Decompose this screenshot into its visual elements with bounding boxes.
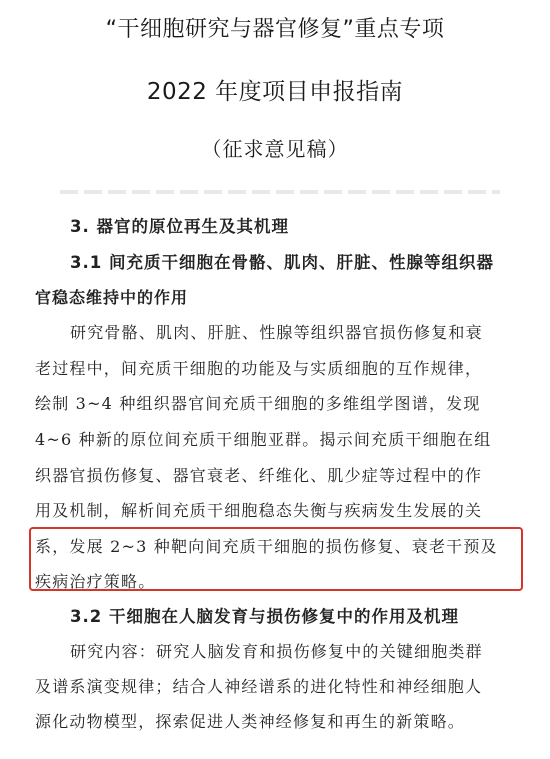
section-3-2-heading: 3.2 干细胞在人脑发育与损伤修复中的作用及机理 (70, 607, 459, 626)
document-title-line3: （征求意见稿） (201, 137, 349, 161)
section-3-1-body-line: 研究骨骼、肌肉、肝脏、性腺等组织器官损伤修复和衰 (70, 323, 483, 342)
section-3-1-body-line: 织器官损伤修复、器官衰老、纤维化、肌少症等过程中的作 (35, 466, 483, 485)
section-3-1-heading-line1: 3.1 间充质干细胞在骨骼、肌肉、肝脏、性腺等组织器 (70, 253, 494, 272)
section-3-2-body-line: 源化动物模型，探索促进人类神经修复和再生的新策略。 (35, 712, 466, 731)
section-3-1-body-line-highlighted: 疾病治疗策略。 (35, 572, 156, 591)
faded-text-line (60, 190, 500, 194)
section-3-1-body-line-highlighted: 系，发展 2~3 种靶向间充质干细胞的损伤修复、衰老干预及 (35, 537, 498, 556)
document-title-line2: 2022 年度项目申报指南 (146, 79, 404, 105)
section-3-1-body-line: 用及机制，解析间充质干细胞稳态失衡与疾病发生发展的关 (35, 501, 483, 520)
document-title-line1: “干细胞研究与器官修复”重点专项 (105, 17, 445, 42)
section-3-2-body-line: 及谱系演变规律；结合人神经谱系的进化特性和神经细胞人 (35, 677, 483, 696)
section-3-1-body-line: 老过程中，间充质干细胞的功能及与实质细胞的互作规律， (35, 359, 483, 378)
highlight-box (29, 527, 523, 591)
section-3-1-heading-line2: 官稳态维持中的作用 (35, 288, 189, 307)
section-3-heading: 3. 器官的原位再生及其机理 (70, 217, 289, 236)
section-3-2-body-line: 研究内容：研究人脑发育和损伤修复中的关键细胞类群 (70, 642, 483, 661)
section-3-1-body-line: 4~6 种新的原位间充质干细胞亚群。揭示间充质干细胞在组 (35, 430, 492, 449)
section-3-1-body-line: 绘制 3~4 种组织器官间充质干细胞的多维组学图谱，发现 (35, 394, 481, 413)
